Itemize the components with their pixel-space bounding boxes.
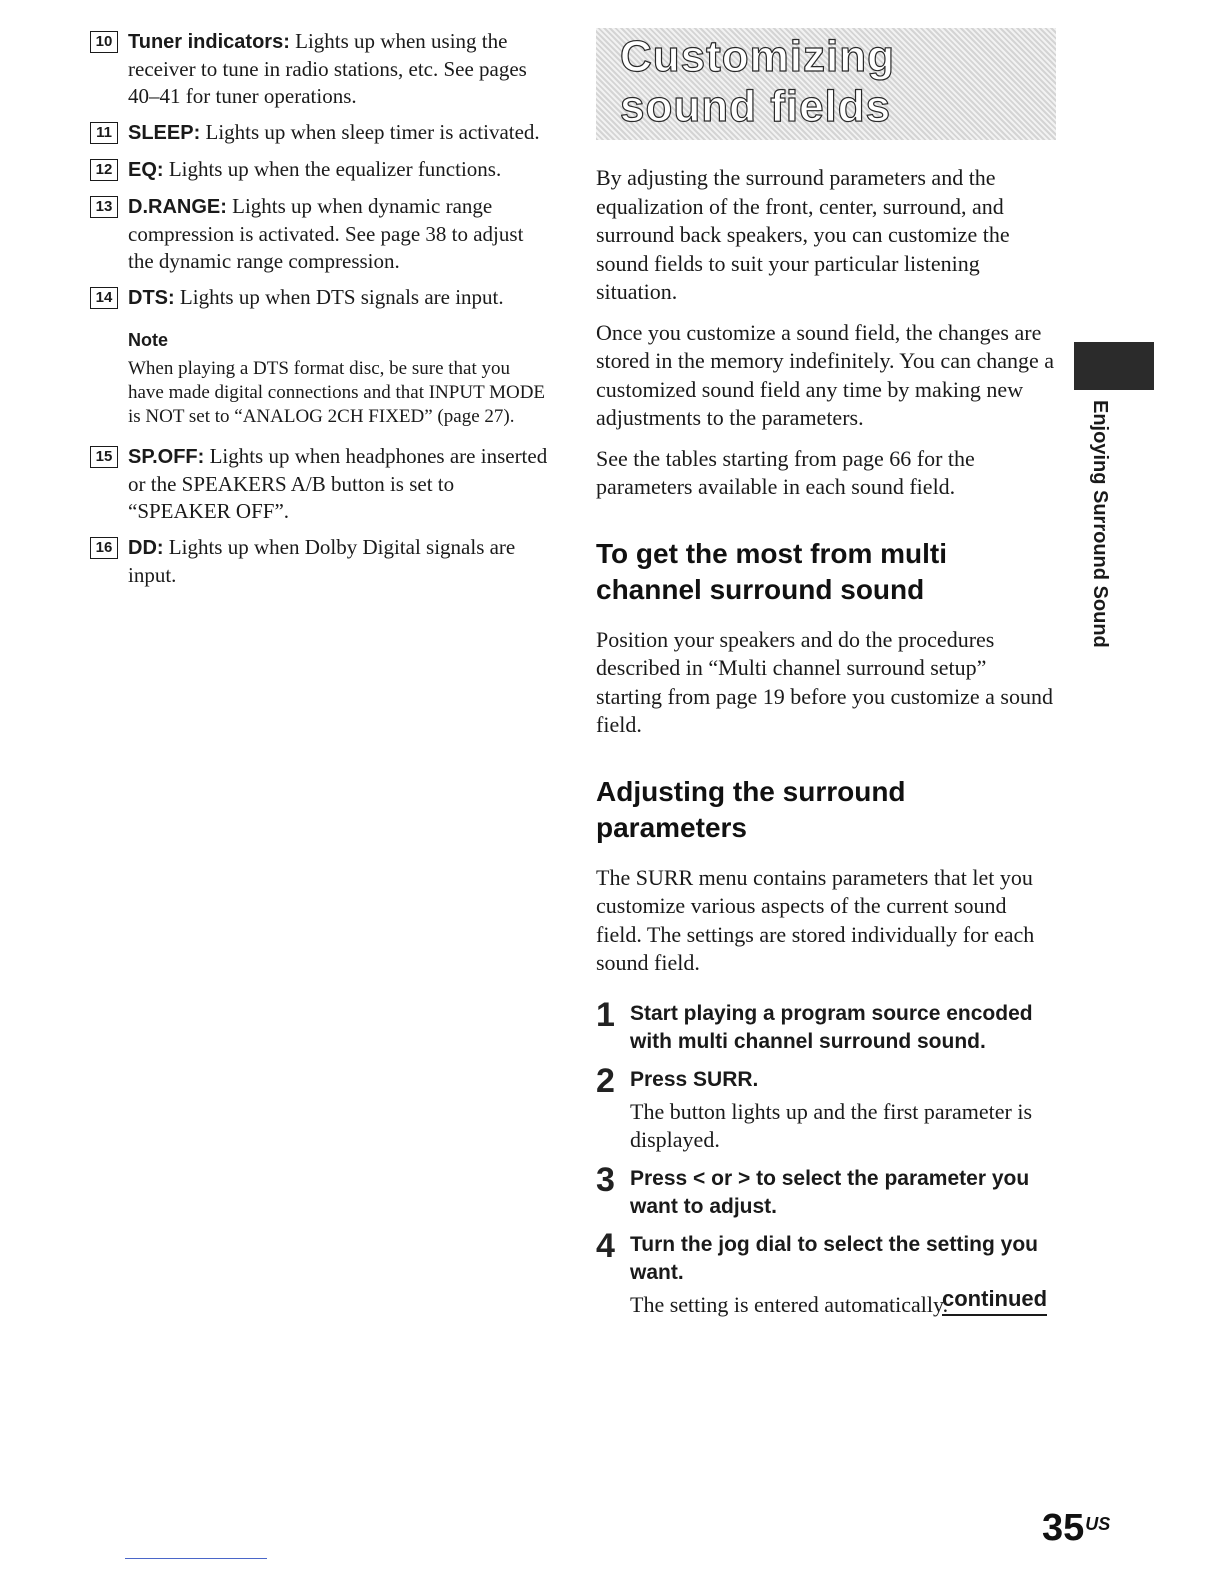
step-2 <box>596 1061 1056 1155</box>
bottom-rule <box>125 1558 267 1559</box>
indicator-item-dts <box>90 284 550 312</box>
item-number: 10 <box>90 31 118 53</box>
step-title: Press < or > to select the parameter you want to adjust. <box>630 1166 1030 1218</box>
item-description: Lights up when the equalizer functions. <box>168 157 502 181</box>
item-term: DD: <box>128 537 164 559</box>
subheading-surround-parameters: Adjusting the surround parameters <box>596 775 906 843</box>
step-description: The setting is entered automatically. <box>630 1291 949 1317</box>
item-term: DTS: <box>128 287 175 309</box>
step-title: Press SURR. <box>630 1067 759 1091</box>
page-number-value: 35 <box>1042 1507 1085 1549</box>
section-paragraph: The SURR menu contains parameters that let you customize various aspects of the current sound field. The settings are stored individually for each sound field. <box>596 864 1035 975</box>
item-description: Lights up when Dolby Digital signals are input. <box>128 535 516 587</box>
indicator-item-spoff <box>90 443 550 525</box>
indicator-item-sleep <box>90 119 550 147</box>
item-number: 12 <box>90 159 118 181</box>
note-text: When playing a DTS format disc, be sure that you have made digital connections and that INPUT MODE is NOT set to “ANALOG 2CH FIXED” (page 27). <box>128 358 546 427</box>
step-3 <box>596 1160 1056 1221</box>
subheading-multi-channel: To get the most from multi channel surround sound <box>596 537 948 605</box>
step-number: 2 <box>596 1061 615 1100</box>
item-number: 15 <box>90 446 118 468</box>
page-number-suffix: US <box>1085 1514 1111 1534</box>
indicator-item-tuner <box>90 28 550 110</box>
item-description: Lights up when sleep timer is activated. <box>205 120 540 144</box>
continued-label: continued <box>942 1286 1047 1316</box>
step-number: 3 <box>596 1160 615 1199</box>
step-1 <box>596 995 1056 1056</box>
intro-paragraph: By adjusting the surround parameters and the equalization of the front, center, surround, and surround back speakers, you can customize the sound fields to suit your particular listening situation. <box>596 165 1010 304</box>
item-term: SP.OFF: <box>128 446 205 468</box>
item-term: EQ: <box>128 159 164 181</box>
item-number: 13 <box>90 196 118 218</box>
item-term: SLEEP: <box>128 122 201 144</box>
step-title: Start playing a program source encoded with multi channel surround sound. <box>630 1001 1033 1053</box>
item-number: 16 <box>90 537 118 559</box>
item-number: 14 <box>90 287 118 309</box>
chapter-tab-label: Enjoying Surround Sound <box>1089 400 1111 648</box>
step-number: 4 <box>596 1226 615 1265</box>
item-term: Tuner indicators: <box>128 31 290 53</box>
step-title: Turn the jog dial to select the setting you want. <box>630 1232 1038 1284</box>
intro-paragraph: Once you customize a sound field, the changes are stored in the memory indefinitely. You can change a customized sound field any time by making new adjustments to the parameters. <box>596 319 1055 430</box>
item-term: D.RANGE: <box>128 196 227 218</box>
item-description: Lights up when using the receiver to tune in radio stations, etc. See pages 40–41 for tuner operations. <box>128 29 527 108</box>
note-block <box>90 330 550 429</box>
indicator-item-drange <box>90 193 550 275</box>
note-title: Note <box>128 330 168 350</box>
step-number: 1 <box>596 995 615 1034</box>
item-description: Lights up when dynamic range compression is activated. See page 38 to adjust the dynamic range compression. <box>128 194 524 273</box>
section-banner-title: Customizing sound fields <box>596 28 1056 140</box>
item-number: 11 <box>90 122 118 144</box>
item-description: Lights up when DTS signals are input. <box>179 285 504 309</box>
intro-paragraph: See the tables starting from page 66 for the parameters available in each sound field. <box>596 445 975 499</box>
indicator-item-dolby <box>90 534 550 589</box>
indicator-item-eq <box>90 156 550 184</box>
chapter-tab-marker <box>1074 342 1154 390</box>
indicator-list <box>90 28 550 598</box>
item-description: Lights up when headphones are inserted or the SPEAKERS A/B button is set to “SPEAKER OFF”. <box>128 444 548 523</box>
step-description: The button lights up and the first parameter is displayed. <box>630 1098 1033 1152</box>
main-content <box>596 28 1056 1329</box>
page-number <box>1042 1508 1110 1548</box>
section-paragraph: Position your speakers and do the procedures described in “Multi channel surround setup” starting from page 19 before you customize a sound field. <box>596 626 1053 737</box>
